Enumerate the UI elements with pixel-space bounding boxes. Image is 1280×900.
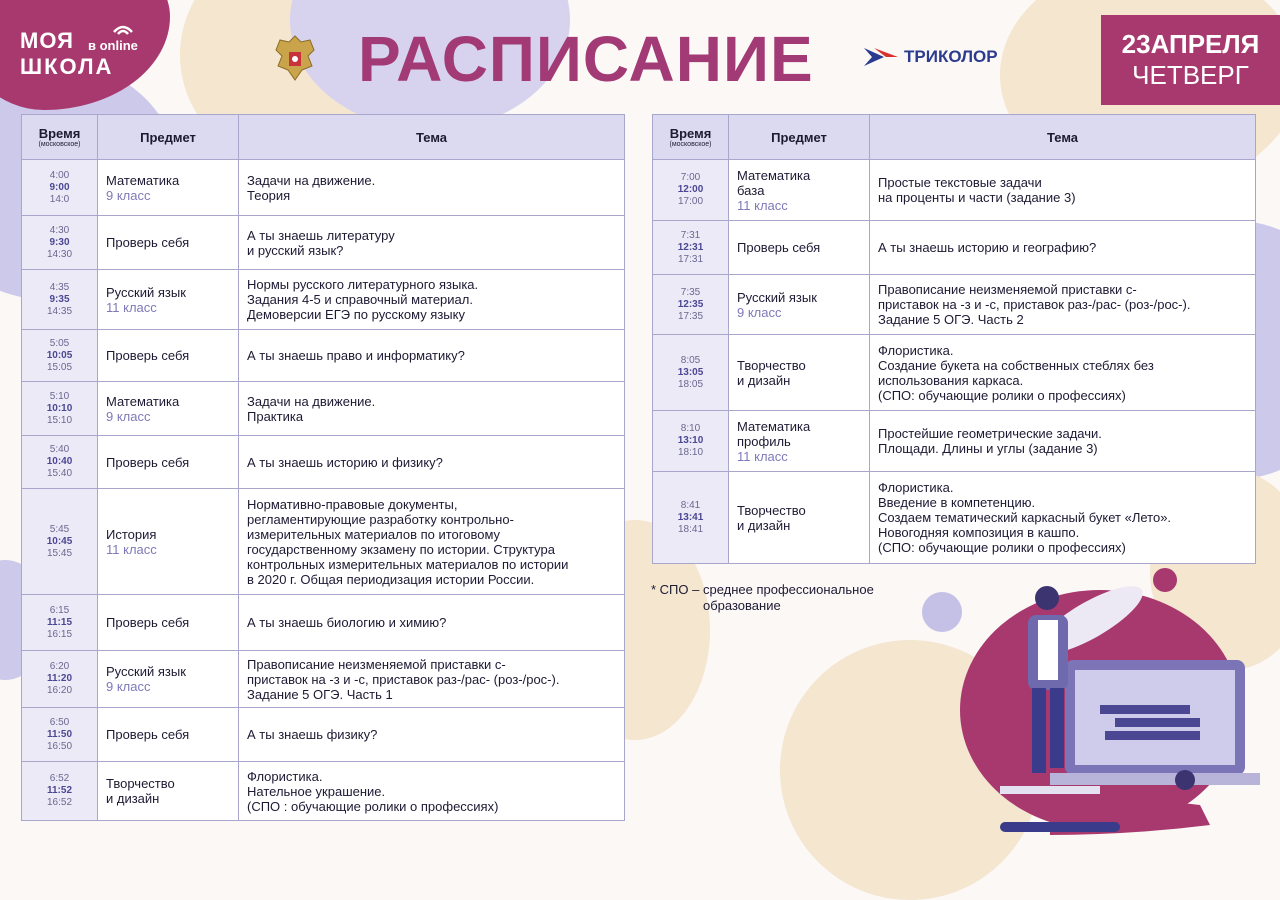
topic-cell: А ты знаешь биологию и химию?	[239, 595, 625, 651]
logo	[20, 28, 150, 80]
subject-name: Русский язык	[106, 284, 186, 300]
subject-name: Математика база	[737, 167, 811, 198]
schedule-table-right	[652, 114, 1256, 564]
time-moscow: 10:40	[46, 456, 73, 467]
class-label: 9 класс	[106, 408, 151, 424]
subject-cell	[98, 762, 239, 821]
table-row	[653, 221, 1256, 275]
time-cell	[653, 472, 729, 564]
table-row	[653, 472, 1256, 564]
time-cell	[22, 270, 98, 330]
topic-cell: Простейшие геометрические задачи. Площади. Длины и углы (задание 3)	[870, 411, 1256, 472]
time-moscow: 10:45	[46, 535, 73, 547]
date-box	[1101, 15, 1280, 105]
table-row	[653, 335, 1256, 411]
header-time	[22, 115, 98, 160]
subject-name: Русский язык	[106, 664, 186, 679]
time-local: 14:35	[46, 305, 73, 317]
subject-name: Математика	[106, 393, 180, 409]
time-local: 14:30	[46, 248, 73, 260]
time-cell	[653, 221, 729, 275]
time-local: 16:52	[46, 797, 73, 808]
time-cell	[653, 411, 729, 472]
time-cell	[22, 160, 98, 216]
brand-name: ТРИКОЛОР	[904, 47, 998, 66]
time-moscow: 12:31	[677, 241, 704, 253]
table-row	[22, 762, 625, 821]
table-row	[22, 160, 625, 216]
topic-cell: Правописание неизменяемой приставки с- приставок на -з и -с, приставок раз-/рас- (роз-/рос-). Задание 5 ОГЭ. Часть 1	[239, 651, 625, 708]
subject-name: Русский язык	[737, 289, 817, 305]
class-label: 11 класс	[737, 448, 788, 464]
time-moscow-offset: 5:45	[49, 523, 70, 535]
header-topic: Тема	[239, 115, 625, 160]
subject-name: Проверь себя	[106, 235, 190, 250]
time-cell	[22, 762, 98, 821]
time-cell	[22, 595, 98, 651]
time-moscow: 9:00	[49, 181, 70, 193]
topic-cell: Флористика. Создание букета на собственных стеблях без использования каркаса. (СПО: обучающие ролики о профессиях)	[870, 335, 1256, 411]
time-local: 17:00	[677, 196, 704, 207]
topic-cell: Правописание неизменяемой приставки с- приставок на -з и -с, приставок раз-/рас- (роз-/рос-). Задание 5 ОГЭ. Часть 2	[870, 275, 1256, 335]
logo-line2: ШКОЛА	[20, 54, 114, 79]
subject-cell	[98, 651, 239, 708]
class-label: 9 класс	[106, 187, 151, 203]
time-moscow: 11:15	[46, 616, 73, 628]
table-row	[22, 382, 625, 436]
time-local: 17:31	[677, 253, 704, 265]
logo-line1: МОЯ	[20, 28, 74, 53]
subject-cell	[729, 221, 870, 275]
time-moscow: 13:41	[677, 511, 704, 523]
subject-cell	[729, 472, 870, 564]
time-moscow: 9:35	[49, 293, 70, 305]
time-local: 15:45	[46, 547, 73, 559]
wifi-icon	[112, 22, 134, 36]
header-time-label: Время	[38, 125, 81, 141]
tricolor-logo-icon	[862, 44, 900, 70]
subject-name: Проверь себя	[106, 454, 190, 470]
time-local: 18:41	[677, 523, 704, 535]
table-header-row	[653, 115, 1256, 160]
date-line2: ЧЕТВЕРГ	[1132, 60, 1249, 90]
time-moscow-offset: 4:35	[49, 281, 70, 293]
class-label: 9 класс	[106, 679, 151, 694]
subject-cell	[98, 270, 239, 330]
subject-cell	[729, 411, 870, 472]
time-moscow: 13:05	[677, 366, 704, 378]
header-topic: Тема	[870, 115, 1256, 160]
time-local: 18:10	[677, 447, 704, 458]
time-cell	[22, 651, 98, 708]
table-row	[22, 436, 625, 489]
subject-cell	[98, 595, 239, 651]
time-moscow: 11:20	[46, 673, 73, 684]
time-moscow-offset: 8:05	[680, 354, 701, 366]
header-subject: Предмет	[98, 115, 239, 160]
time-local: 16:15	[46, 628, 73, 640]
time-moscow-offset: 8:10	[680, 423, 701, 434]
topic-cell: А ты знаешь право и информатику?	[239, 330, 625, 382]
topic-cell: А ты знаешь литературу и русский язык?	[239, 216, 625, 270]
subject-cell	[98, 216, 239, 270]
subject-cell	[98, 330, 239, 382]
time-moscow-offset: 7:31	[680, 229, 701, 241]
time-moscow-offset: 6:15	[49, 604, 70, 616]
header-time-sub: (московское)	[38, 140, 81, 148]
time-moscow: 10:05	[46, 349, 73, 361]
topic-cell: Нормативно-правовые документы, регламентирующие разработку контрольно- измерительных материалов по итоговому государственному экзамену по истории. Структура контрольных измерительных материалов по истории в 2020 г. Общая периодизация истории России.	[239, 489, 625, 595]
time-local: 18:05	[677, 378, 704, 390]
time-cell	[22, 708, 98, 762]
time-moscow-offset: 5:40	[49, 444, 70, 455]
time-cell	[653, 275, 729, 335]
topic-cell: Флористика. Нательное украшение. (СПО : обучающие ролики о профессиях)	[239, 762, 625, 821]
time-cell	[22, 216, 98, 270]
time-local: 15:05	[46, 361, 73, 373]
topic-cell: Задачи на движение. Теория	[239, 160, 625, 216]
subject-cell	[98, 436, 239, 489]
class-label: 11 класс	[106, 299, 157, 315]
subject-name: Проверь себя	[106, 727, 190, 742]
subject-cell	[98, 382, 239, 436]
table-row	[22, 595, 625, 651]
brand-logo	[862, 44, 998, 70]
table-row	[22, 270, 625, 330]
subject-name: История	[106, 526, 157, 542]
table-row	[22, 330, 625, 382]
time-moscow-offset: 8:41	[680, 499, 701, 511]
topic-cell: А ты знаешь физику?	[239, 708, 625, 762]
subject-name: Математика	[106, 172, 180, 188]
time-moscow-offset: 4:30	[49, 224, 70, 236]
time-moscow-offset: 6:50	[49, 716, 70, 728]
footnote-line1: * СПО – среднее профессиональное	[651, 582, 874, 597]
time-local: 17:35	[677, 310, 704, 322]
class-label: 9 класс	[737, 304, 782, 320]
time-local: 16:20	[46, 685, 73, 696]
time-cell	[22, 489, 98, 595]
topic-cell: Нормы русского литературного языка. Задания 4-5 и справочный материал. Демоверсии ЕГЭ по русскому языку	[239, 270, 625, 330]
subject-name: Математика профиль	[737, 418, 811, 449]
coat-of-arms-icon	[270, 32, 320, 84]
table-row	[653, 411, 1256, 472]
header-subject: Предмет	[729, 115, 870, 160]
footnote	[651, 582, 874, 614]
topic-cell: Задачи на движение. Практика	[239, 382, 625, 436]
header-time	[653, 115, 729, 160]
time-moscow: 12:00	[677, 184, 704, 195]
time-moscow-offset: 6:52	[49, 773, 70, 784]
students-illustration	[900, 560, 1280, 853]
time-moscow: 11:52	[46, 785, 73, 796]
subject-name: Проверь себя	[106, 348, 190, 363]
class-label: 11 класс	[737, 197, 788, 213]
time-moscow-offset: 5:05	[49, 337, 70, 349]
subject-cell	[98, 160, 239, 216]
time-moscow: 10:10	[46, 402, 73, 414]
schedule-table-left	[21, 114, 625, 821]
table-row	[22, 489, 625, 595]
time-local: 15:10	[46, 414, 73, 426]
time-local: 14:0	[49, 193, 70, 205]
table-row	[653, 275, 1256, 335]
time-local: 15:40	[46, 468, 73, 479]
topic-cell: Флористика. Введение в компетенцию. Создаем тематический каркасный букет «Лето». Новогодняя композиция в кашпо. (СПО: обучающие ролики о профессиях)	[870, 472, 1256, 564]
subject-cell	[98, 708, 239, 762]
table-row	[22, 651, 625, 708]
time-moscow: 12:35	[677, 298, 704, 310]
header-time-sub: (московское)	[669, 140, 712, 148]
logo-online: в online	[88, 38, 138, 53]
subject-cell	[729, 335, 870, 411]
subject-cell	[729, 160, 870, 221]
time-cell	[653, 335, 729, 411]
page-title: РАСПИСАНИЕ	[358, 23, 814, 95]
time-moscow-offset: 4:00	[49, 169, 70, 181]
subject-name: Творчество и дизайн	[737, 357, 806, 388]
subject-name: Проверь себя	[106, 615, 190, 630]
time-cell	[22, 330, 98, 382]
time-cell	[22, 382, 98, 436]
table-row	[22, 216, 625, 270]
time-moscow-offset: 7:35	[680, 286, 701, 298]
topic-cell: Простые текстовые задачи на проценты и части (задание 3)	[870, 160, 1256, 221]
footnote-line2: образование	[703, 598, 781, 613]
time-local: 16:50	[46, 740, 73, 752]
subject-cell	[98, 489, 239, 595]
time-moscow-offset: 6:20	[49, 661, 70, 672]
topic-cell: А ты знаешь историю и географию?	[870, 221, 1256, 275]
time-moscow: 9:30	[49, 236, 70, 248]
time-moscow: 11:50	[46, 728, 73, 740]
subject-cell	[729, 275, 870, 335]
time-cell	[22, 436, 98, 489]
time-moscow-offset: 7:00	[680, 172, 701, 183]
table-header-row	[22, 115, 625, 160]
subject-name: Творчество и дизайн	[737, 502, 806, 533]
table-row	[653, 160, 1256, 221]
time-moscow: 13:10	[677, 435, 704, 446]
class-label: 11 класс	[106, 541, 157, 557]
subject-name: Проверь себя	[737, 240, 821, 255]
topic-cell: А ты знаешь историю и физику?	[239, 436, 625, 489]
header-time-label: Время	[669, 125, 712, 141]
table-row	[22, 708, 625, 762]
time-moscow-offset: 5:10	[49, 390, 70, 402]
time-cell	[653, 160, 729, 221]
date-line1: 23АПРЕЛЯ	[1121, 29, 1260, 59]
subject-name: Творчество и дизайн	[106, 776, 175, 806]
